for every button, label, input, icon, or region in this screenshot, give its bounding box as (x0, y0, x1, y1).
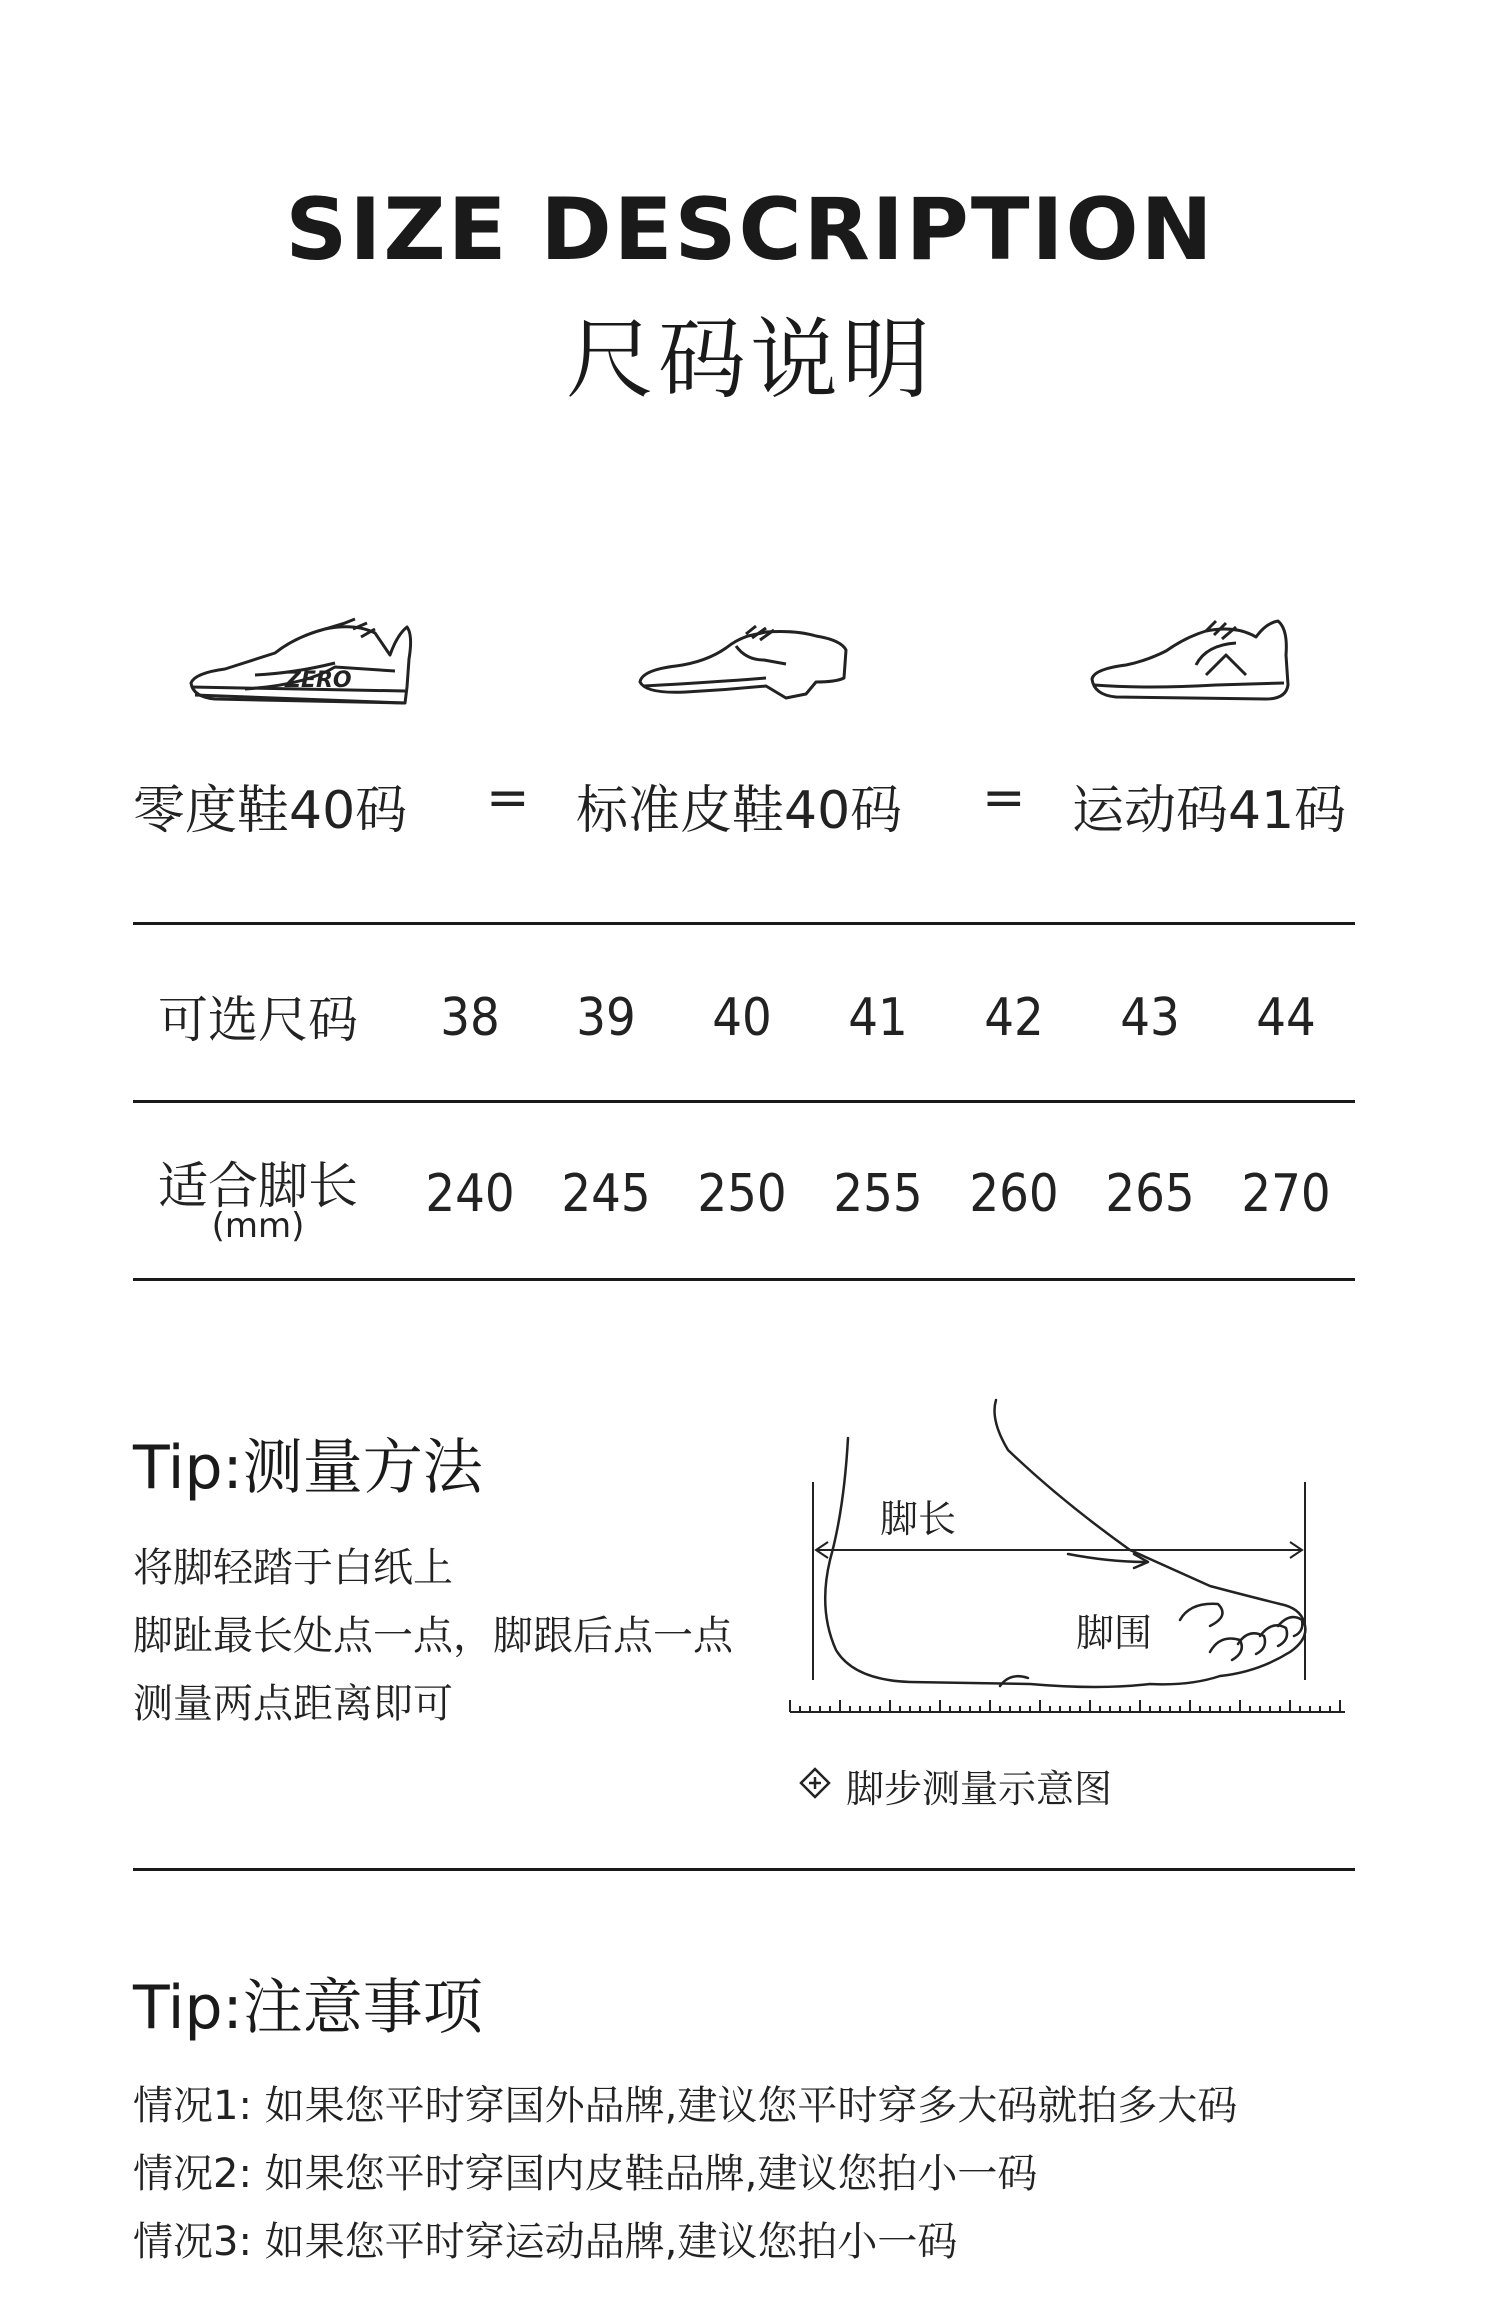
sport-shoe-icon (1086, 615, 1301, 715)
size-cell: 39 (576, 988, 636, 1048)
zero-logo-text: ZERO (285, 668, 352, 693)
tip-note-line: 情况3: 如果您平时穿运动品牌,建议您拍小一码 (133, 2219, 958, 2265)
equals-sign-1: = (486, 768, 530, 828)
foot-outline (825, 1400, 1305, 1687)
ruler-ticks (790, 1700, 1340, 1712)
title-chinese: 尺码说明 (565, 308, 934, 411)
length-cell: 265 (1105, 1164, 1195, 1224)
length-cell: 250 (697, 1164, 787, 1224)
diagram-girth-label: 脚围 (1076, 1611, 1153, 1655)
tip-measure-line: 脚趾最长处点一点，脚跟后点一点 (133, 1613, 733, 1659)
row-label-unit: (mm) (211, 1206, 305, 1246)
length-cell: 245 (561, 1164, 651, 1224)
size-cell: 38 (440, 988, 500, 1048)
title-english: SIZE DESCRIPTION (285, 180, 1215, 280)
table-bottom-rule (133, 1278, 1355, 1281)
length-cell: 255 (833, 1164, 923, 1224)
tip-note-line: 情况2: 如果您平时穿国内皮鞋品牌,建议您拍小一码 (133, 2151, 1038, 2197)
zero-shoe-size-text: 零度鞋40码 (133, 781, 408, 841)
equals-sign-2: = (982, 768, 1026, 828)
foot-measurement-diagram (770, 1390, 1370, 1740)
table-top-rule (133, 922, 1355, 925)
row-label-foot-length: 适合脚长 (158, 1157, 358, 1215)
diagram-length-label: 脚长 (880, 1497, 957, 1541)
tip-notes-title: Tip:注意事项 (133, 1973, 483, 2043)
sport-shoe-size-text: 运动码41码 (1072, 781, 1347, 841)
tip-note-line: 情况1: 如果您平时穿国外品牌,建议您平时穿多大码就拍多大码 (133, 2083, 1238, 2129)
length-cell: 260 (969, 1164, 1059, 1224)
tip-measure-title: Tip:测量方法 (133, 1433, 483, 1503)
tip-measure-line: 将脚轻踏于白纸上 (133, 1545, 453, 1591)
tip-measure-line: 测量两点距离即可 (133, 1681, 453, 1727)
size-cell: 42 (984, 988, 1044, 1048)
size-cell: 40 (712, 988, 772, 1048)
diamond-plus-icon (798, 1766, 832, 1800)
length-cell: 240 (425, 1164, 515, 1224)
leather-shoe-size-text: 标准皮鞋40码 (576, 781, 903, 841)
size-cell: 41 (848, 988, 908, 1048)
section-divider (133, 1868, 1355, 1871)
diagram-caption: 脚步测量示意图 (846, 1767, 1113, 1811)
row-label-sizes: 可选尺码 (158, 991, 358, 1049)
length-cell: 270 (1241, 1164, 1331, 1224)
table-middle-rule (133, 1100, 1355, 1103)
leather-shoe-icon (636, 620, 851, 715)
size-cell: 43 (1120, 988, 1180, 1048)
zero-shoe-icon (185, 615, 420, 725)
size-cell: 44 (1256, 988, 1316, 1048)
